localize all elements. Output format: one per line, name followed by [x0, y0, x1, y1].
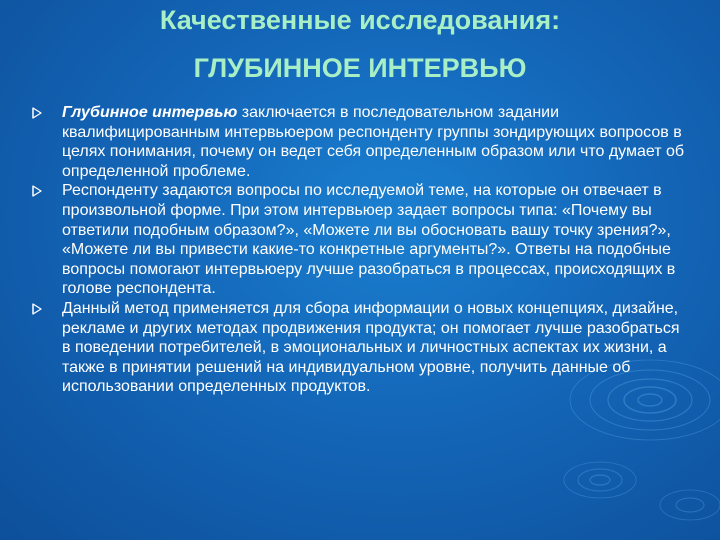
bullet-item-3	[30, 299, 690, 397]
arrow-bullet-icon	[32, 303, 42, 315]
slide-title-line2: ГЛУБИННОЕ ИНТЕРВЬЮ	[193, 53, 527, 83]
arrow-bullet-icon	[32, 185, 42, 197]
arrow-bullet-icon	[32, 107, 42, 119]
bullet-text: заключается в последовательном задании квалифицированным интервьюером респонденту группы зондирующих вопросов в целях понимания, почему он ведет себя определенным образом или что думает об определенной проблеме.	[62, 104, 685, 180]
bullet-term: Глубинное интервью	[62, 104, 238, 121]
bullet-item-2	[30, 181, 690, 299]
slide-title-line1: Качественные исследования:	[159, 5, 561, 35]
bullet-text: Респонденту задаются вопросы по исследуемой теме, на которые он отвечает в произвольной форме. При этом интервьюер задает вопросы типа: «Почему вы ответили подобным образом?», «Можете ли вы обосновать вашу точку зрения?», «Можете ли вы привести какие-то конкретные аргументы?». Ответы на подобные вопросы помогают интервьюеру лучше разобраться в процессах, происходящих в голове респондента.	[62, 182, 676, 298]
bullet-item-1	[30, 103, 690, 181]
bullet-list	[30, 103, 690, 397]
bullet-text: Данный метод применяется для сбора информации о новых концепциях, дизайне, рекламе и других методах продвижения продукта; он помогает лучше разобраться в поведении потребителей, в эмоциональных и личностных аспектах их жизни, а также в принятии решений на индивидуальном уровне, получить данные об использовании определенных продуктов.	[62, 299, 680, 396]
